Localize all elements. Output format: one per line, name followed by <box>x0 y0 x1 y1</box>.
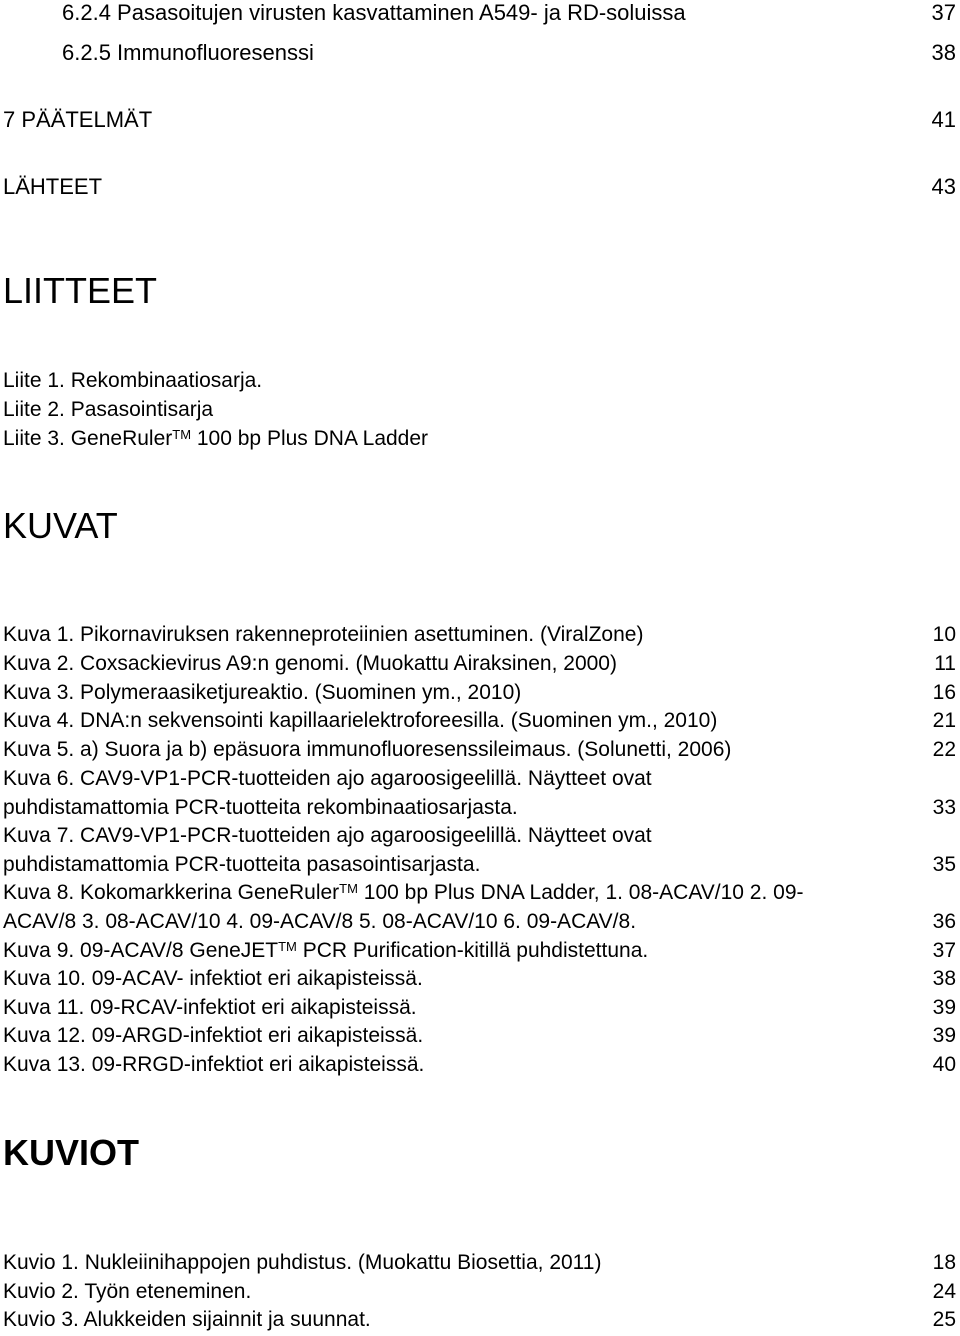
figure-entry-page: 35 <box>932 853 956 876</box>
toc-entry-label: 6.2.5 Immunofluoresenssi <box>62 40 314 65</box>
appendix-item: Liite 2. Pasasointisarja <box>3 398 214 421</box>
figure-entry-page: 22 <box>932 738 956 761</box>
figure-entry-page: 16 <box>932 681 956 704</box>
figure-entry-page: 38 <box>932 967 956 990</box>
diagram-entry-page: 18 <box>932 1251 956 1274</box>
figure-entry-page: 21 <box>932 709 956 732</box>
figure-entry-text: 100 bp Plus DNA Ladder, 1. 08-ACAV/10 2. 09- <box>357 881 804 904</box>
figure-entry-label: Kuva 4. DNA:n sekvensointi kapillaarielektroforeesilla. (Suominen ym., 2010) <box>3 709 718 732</box>
trademark-mark: TM <box>339 881 358 896</box>
figure-entry-page: 39 <box>932 1024 956 1047</box>
diagram-entry-page: 25 <box>932 1308 956 1331</box>
figure-entry-page: 36 <box>932 910 956 933</box>
toc-entry-label: 6.2.4 Pasasoitujen virusten kasvattaminen A549- ja RD-soluissa <box>62 0 686 25</box>
figure-entry-label: Kuva 5. a) Suora ja b) epäsuora immunofluoresenssileimaus. (Solunetti, 2006) <box>3 738 732 761</box>
diagram-entry-label: Kuvio 1. Nukleiinihappojen puhdistus. (Muokattu Biosettia, 2011) <box>3 1251 602 1274</box>
toc-entry-label: LÄHTEET <box>3 174 103 199</box>
figure-entry-label: Kuva 11. 09-RCAV-infektiot eri aikapisteissä. <box>3 996 417 1019</box>
figure-entry-label-cont: puhdistamattomia PCR-tuotteita pasasointisarjasta. <box>3 853 481 876</box>
figure-entry-page: 40 <box>932 1053 956 1076</box>
figure-entry-label <box>3 880 804 906</box>
toc-entry-page: 43 <box>931 174 956 199</box>
figure-entry-label-cont: puhdistamattomia PCR-tuotteita rekombinaatiosarjasta. <box>3 796 518 819</box>
toc-entry-page: 37 <box>931 0 956 25</box>
section-heading-liitteet: LIITTEET <box>3 270 158 311</box>
appendix-item <box>3 425 428 453</box>
appendix-item-text: 100 bp Plus DNA Ladder <box>191 427 429 450</box>
diagram-entry-label: Kuvio 2. Työn eteneminen. <box>3 1280 252 1303</box>
toc-entry-page: 38 <box>931 40 956 65</box>
figure-entry-text: Kuva 9. 09-ACAV/8 GeneJET <box>3 939 279 962</box>
section-heading-kuvat: KUVAT <box>3 505 118 546</box>
figure-entry-label: Kuva 13. 09-RRGD-infektiot eri aikapisteissä. <box>3 1053 425 1076</box>
figure-entry-label: Kuva 3. Polymeraasiketjureaktio. (Suominen ym., 2010) <box>3 681 522 704</box>
diagram-entry-label: Kuvio 3. Alukkeiden sijainnit ja suunnat. <box>3 1308 371 1331</box>
figure-entry-label: Kuva 7. CAV9-VP1-PCR-tuotteiden ajo agaroosigeelillä. Näytteet ovat <box>3 824 652 847</box>
diagram-entry-page: 24 <box>932 1280 956 1303</box>
appendix-item-text: Liite 3. GeneRuler <box>3 427 173 450</box>
figure-entry-label-cont: ACAV/8 3. 08-ACAV/10 4. 09-ACAV/8 5. 08-ACAV/10 6. 09-ACAV/8. <box>3 910 637 933</box>
trademark-mark: TM <box>172 427 192 442</box>
figure-entry-label: Kuva 10. 09-ACAV- infektiot eri aikapisteissä. <box>3 967 423 990</box>
figure-entry-label: Kuva 2. Coxsackievirus A9:n genomi. (Muokattu Airaksinen, 2000) <box>3 652 617 675</box>
figure-entry-page: 33 <box>932 796 956 819</box>
appendix-item: Liite 1. Rekombinaatiosarja. <box>3 369 263 392</box>
figure-entry-label <box>3 938 648 964</box>
figure-entry-label: Kuva 1. Pikornaviruksen rakenneproteiinien asettuminen. (ViralZone) <box>3 623 644 646</box>
figure-entry-text: PCR Purification-kitillä puhdistettuna. <box>296 939 649 962</box>
figure-entry-page: 11 <box>934 652 956 675</box>
section-heading-kuviot: KUVIOT <box>3 1132 140 1173</box>
figure-entry-page: 10 <box>932 623 956 646</box>
figure-entry-text: Kuva 8. Kokomarkkerina GeneRuler <box>3 881 340 904</box>
figure-entry-page: 39 <box>932 996 956 1019</box>
trademark-mark: TM <box>278 939 297 954</box>
toc-entry-label: 7 PÄÄTELMÄT <box>3 107 153 132</box>
figure-entry-label: Kuva 12. 09-ARGD-infektiot eri aikapisteissä. <box>3 1024 424 1047</box>
figure-entry-label: Kuva 6. CAV9-VP1-PCR-tuotteiden ajo agaroosigeelillä. Näytteet ovat <box>3 767 652 790</box>
figure-entry-page: 37 <box>932 939 956 962</box>
toc-entry-page: 41 <box>931 107 956 132</box>
